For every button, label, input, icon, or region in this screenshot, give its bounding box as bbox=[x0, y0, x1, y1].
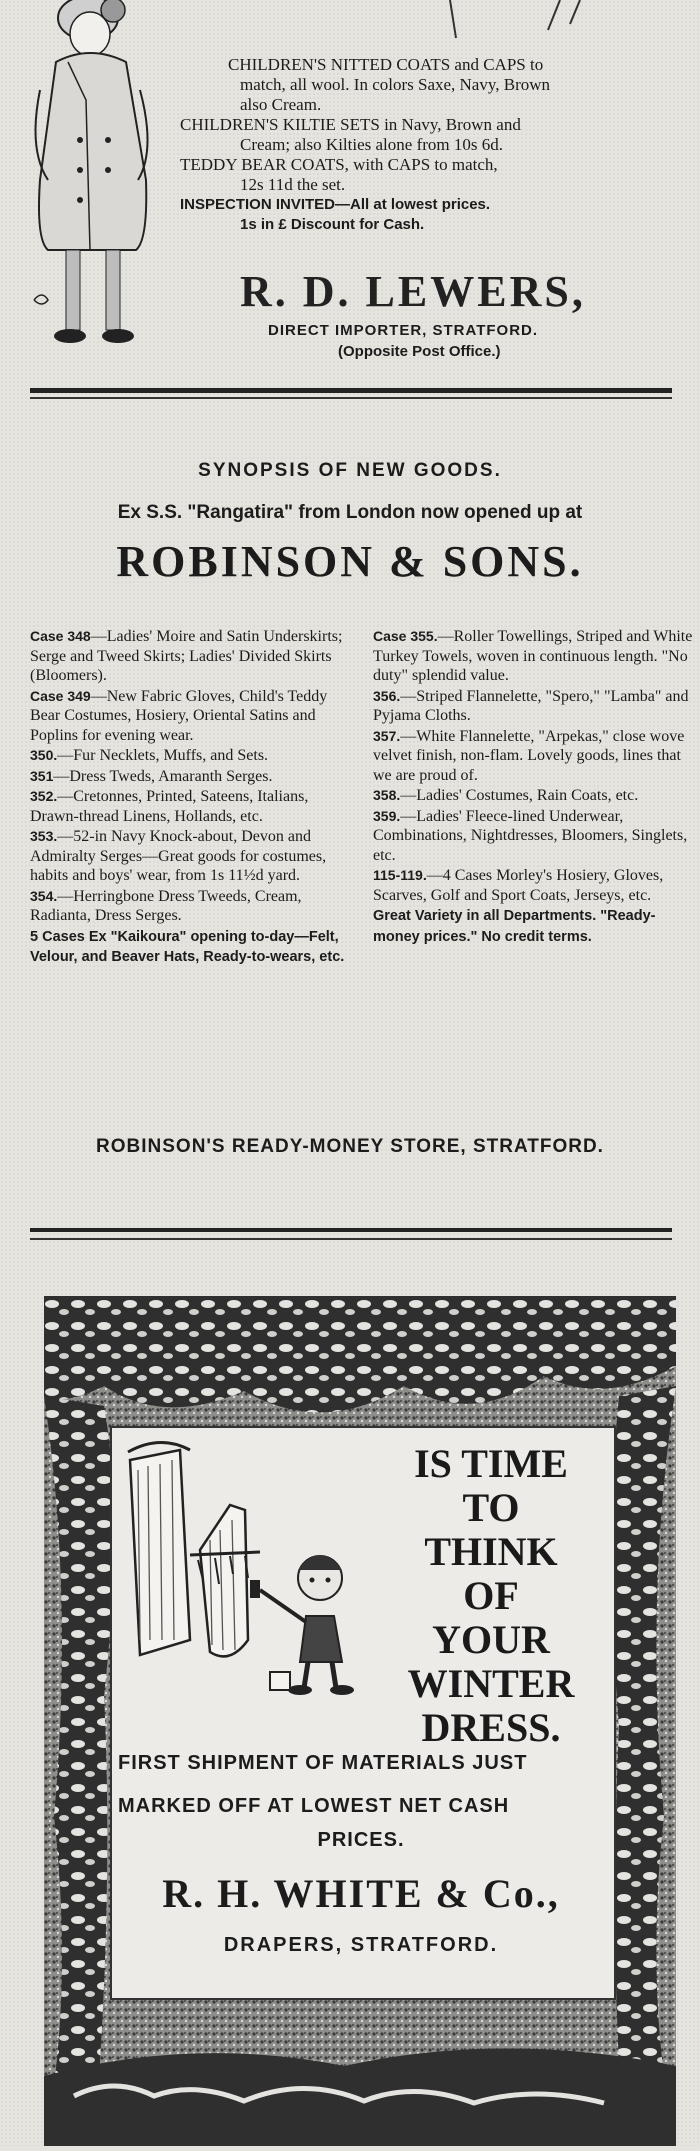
case-entry bbox=[373, 786, 700, 806]
case-entry bbox=[373, 627, 700, 686]
case-number: 357. bbox=[373, 727, 401, 744]
case-number: Case 348 bbox=[30, 628, 91, 644]
divider bbox=[30, 1228, 672, 1232]
lewers-line: also Cream. bbox=[240, 95, 322, 114]
robinson-footer: ROBINSON'S READY-MONEY STORE, STRATFORD. bbox=[96, 1136, 604, 1157]
white-business-name: R. H. WHITE & Co., bbox=[162, 1871, 560, 1916]
case-text: —Ladies' Fleece-lined Underwear, Combinations, Nightdresses, Bloomers, Singlets, etc. bbox=[373, 807, 688, 864]
body-line: FIRST SHIPMENT OF MATERIALS JUST bbox=[118, 1752, 528, 1774]
case-entry bbox=[373, 906, 700, 947]
lewers-line: CHILDREN'S KILTIE SETS in Navy, Brown and bbox=[180, 115, 521, 134]
robinson-business-name: ROBINSON & SONS. bbox=[116, 537, 584, 586]
synopsis-subtitle: Ex S.S. "Rangatira" from London now opened up at bbox=[117, 502, 583, 523]
case-entry bbox=[30, 887, 360, 926]
headline-line: TO bbox=[462, 1485, 520, 1530]
white-prices: PRICES. bbox=[317, 1829, 405, 1851]
lewers-line: 12s 11d the set. bbox=[240, 175, 346, 194]
robinson-left-column bbox=[30, 627, 360, 969]
lewers-location: (Opposite Post Office.) bbox=[338, 343, 501, 360]
case-number: Case 355. bbox=[373, 628, 438, 644]
case-text: —52-in Navy Knock-about, Devon and Admiralty Serges—Great goods for costumes, habits and boys' wear, from 1s 11½d yard. bbox=[30, 828, 327, 884]
case-number: 5 Cases Ex "Kaikoura" opening to-day—Felt, Velour, and Beaver Hats, Ready-to-wears, etc. bbox=[30, 928, 345, 965]
case-number: Great Variety in all Departments. "Ready-money prices." No credit terms. bbox=[373, 908, 656, 945]
robinson-right-column bbox=[373, 627, 700, 948]
case-text: —Cretonnes, Printed, Sateens, Italians, Drawn-thread Linens, Hollands, etc. bbox=[30, 788, 309, 825]
headline-line: DRESS. bbox=[421, 1705, 561, 1750]
case-number: Case 349 bbox=[30, 687, 91, 704]
headline-line: YOUR bbox=[432, 1617, 550, 1662]
case-text: —Herringbone Dress Tweeds, Cream, Radianta, Dress Serges. bbox=[30, 887, 302, 924]
case-text: —White Flannelette, "Arpekas," close wove velvet finish, non-flam. Lovely goods, lines that we are proud of. bbox=[373, 727, 685, 784]
case-number: 356. bbox=[373, 687, 401, 704]
lewers-line: INSPECTION INVITED—All at lowest prices. bbox=[180, 196, 491, 213]
case-number: 353. bbox=[30, 828, 58, 844]
case-entry bbox=[373, 727, 700, 786]
case-number: 352. bbox=[30, 788, 58, 804]
divider bbox=[30, 1238, 672, 1240]
lewers-line: 1s in £ Discount for Cash. bbox=[240, 216, 425, 233]
lewers-line: CHILDREN'S NITTED COATS and CAPS to bbox=[228, 55, 544, 74]
lewers-line: TEDDY BEAR COATS, with CAPS to match, bbox=[180, 155, 498, 174]
case-text: —Ladies' Moire and Satin Underskirts; Serge and Tweed Skirts; Ladies' Divided Skirts (Bloomers). bbox=[30, 628, 343, 684]
child-in-coat-illustration bbox=[28, 0, 178, 360]
case-entry bbox=[30, 927, 360, 968]
case-entry bbox=[30, 687, 360, 746]
headline-line: IS TIME bbox=[414, 1441, 568, 1486]
divider bbox=[30, 397, 672, 399]
case-text: —Ladies' Costumes, Rain Coats, etc. bbox=[400, 787, 639, 804]
case-text: —Fur Necklets, Muffs, and Sets. bbox=[57, 747, 269, 764]
lewers-subtitle: DIRECT IMPORTER, STRATFORD. bbox=[268, 322, 539, 339]
case-number: 115-119. bbox=[373, 867, 427, 883]
white-headline bbox=[376, 1442, 606, 1750]
case-entry bbox=[373, 807, 700, 866]
case-text: —4 Cases Morley's Hosiery, Gloves, Scarves, Golf and Sport Coats, Jerseys, etc. bbox=[373, 867, 664, 904]
divider bbox=[30, 388, 672, 393]
case-entry bbox=[30, 746, 360, 766]
lewers-advert-text bbox=[180, 55, 625, 235]
white-subtitle: DRAPERS, STRATFORD. bbox=[223, 1934, 499, 1956]
headline-line: THINK bbox=[424, 1529, 558, 1574]
case-text: —Striped Flannelette, "Spero," "Lamba" and Pyjama Cloths. bbox=[373, 687, 689, 724]
case-text: —Dress Tweds, Amaranth Serges. bbox=[53, 767, 273, 785]
case-number: 350. bbox=[30, 747, 58, 763]
lewers-line: match, all wool. In colors Saxe, Navy, Brown bbox=[240, 75, 551, 94]
case-entry bbox=[30, 787, 360, 826]
white-body-text bbox=[118, 1742, 608, 1828]
lewers-business-name: R. D. LEWERS, bbox=[240, 267, 586, 316]
case-number: 351 bbox=[30, 767, 54, 784]
letter-it-illustration bbox=[120, 1440, 400, 1700]
case-entry bbox=[30, 767, 360, 787]
case-number: 359. bbox=[373, 807, 401, 824]
case-entry bbox=[373, 866, 700, 905]
case-entry bbox=[373, 687, 700, 726]
body-line: MARKED OFF AT LOWEST NET CASH bbox=[118, 1795, 510, 1817]
synopsis-title: SYNOPSIS OF NEW GOODS. bbox=[198, 460, 502, 481]
decorative-lines bbox=[430, 0, 600, 40]
case-text: —Roller Towellings, Striped and White Turkey Towels, woven in continuous length. "No duty" splendid value. bbox=[373, 628, 693, 684]
case-number: 354. bbox=[30, 887, 58, 904]
case-entry bbox=[30, 627, 360, 686]
case-number: 358. bbox=[373, 787, 401, 803]
case-entry bbox=[30, 827, 360, 886]
headline-line: WINTER bbox=[407, 1661, 575, 1706]
case-text: —New Fabric Gloves, Child's Teddy Bear Costumes, Hosiery, Oriental Satins and Poplins for evening wear. bbox=[30, 687, 328, 744]
lewers-line: Cream; also Kilties alone from 10s 6d. bbox=[240, 135, 503, 154]
headline-line: OF bbox=[463, 1573, 519, 1618]
